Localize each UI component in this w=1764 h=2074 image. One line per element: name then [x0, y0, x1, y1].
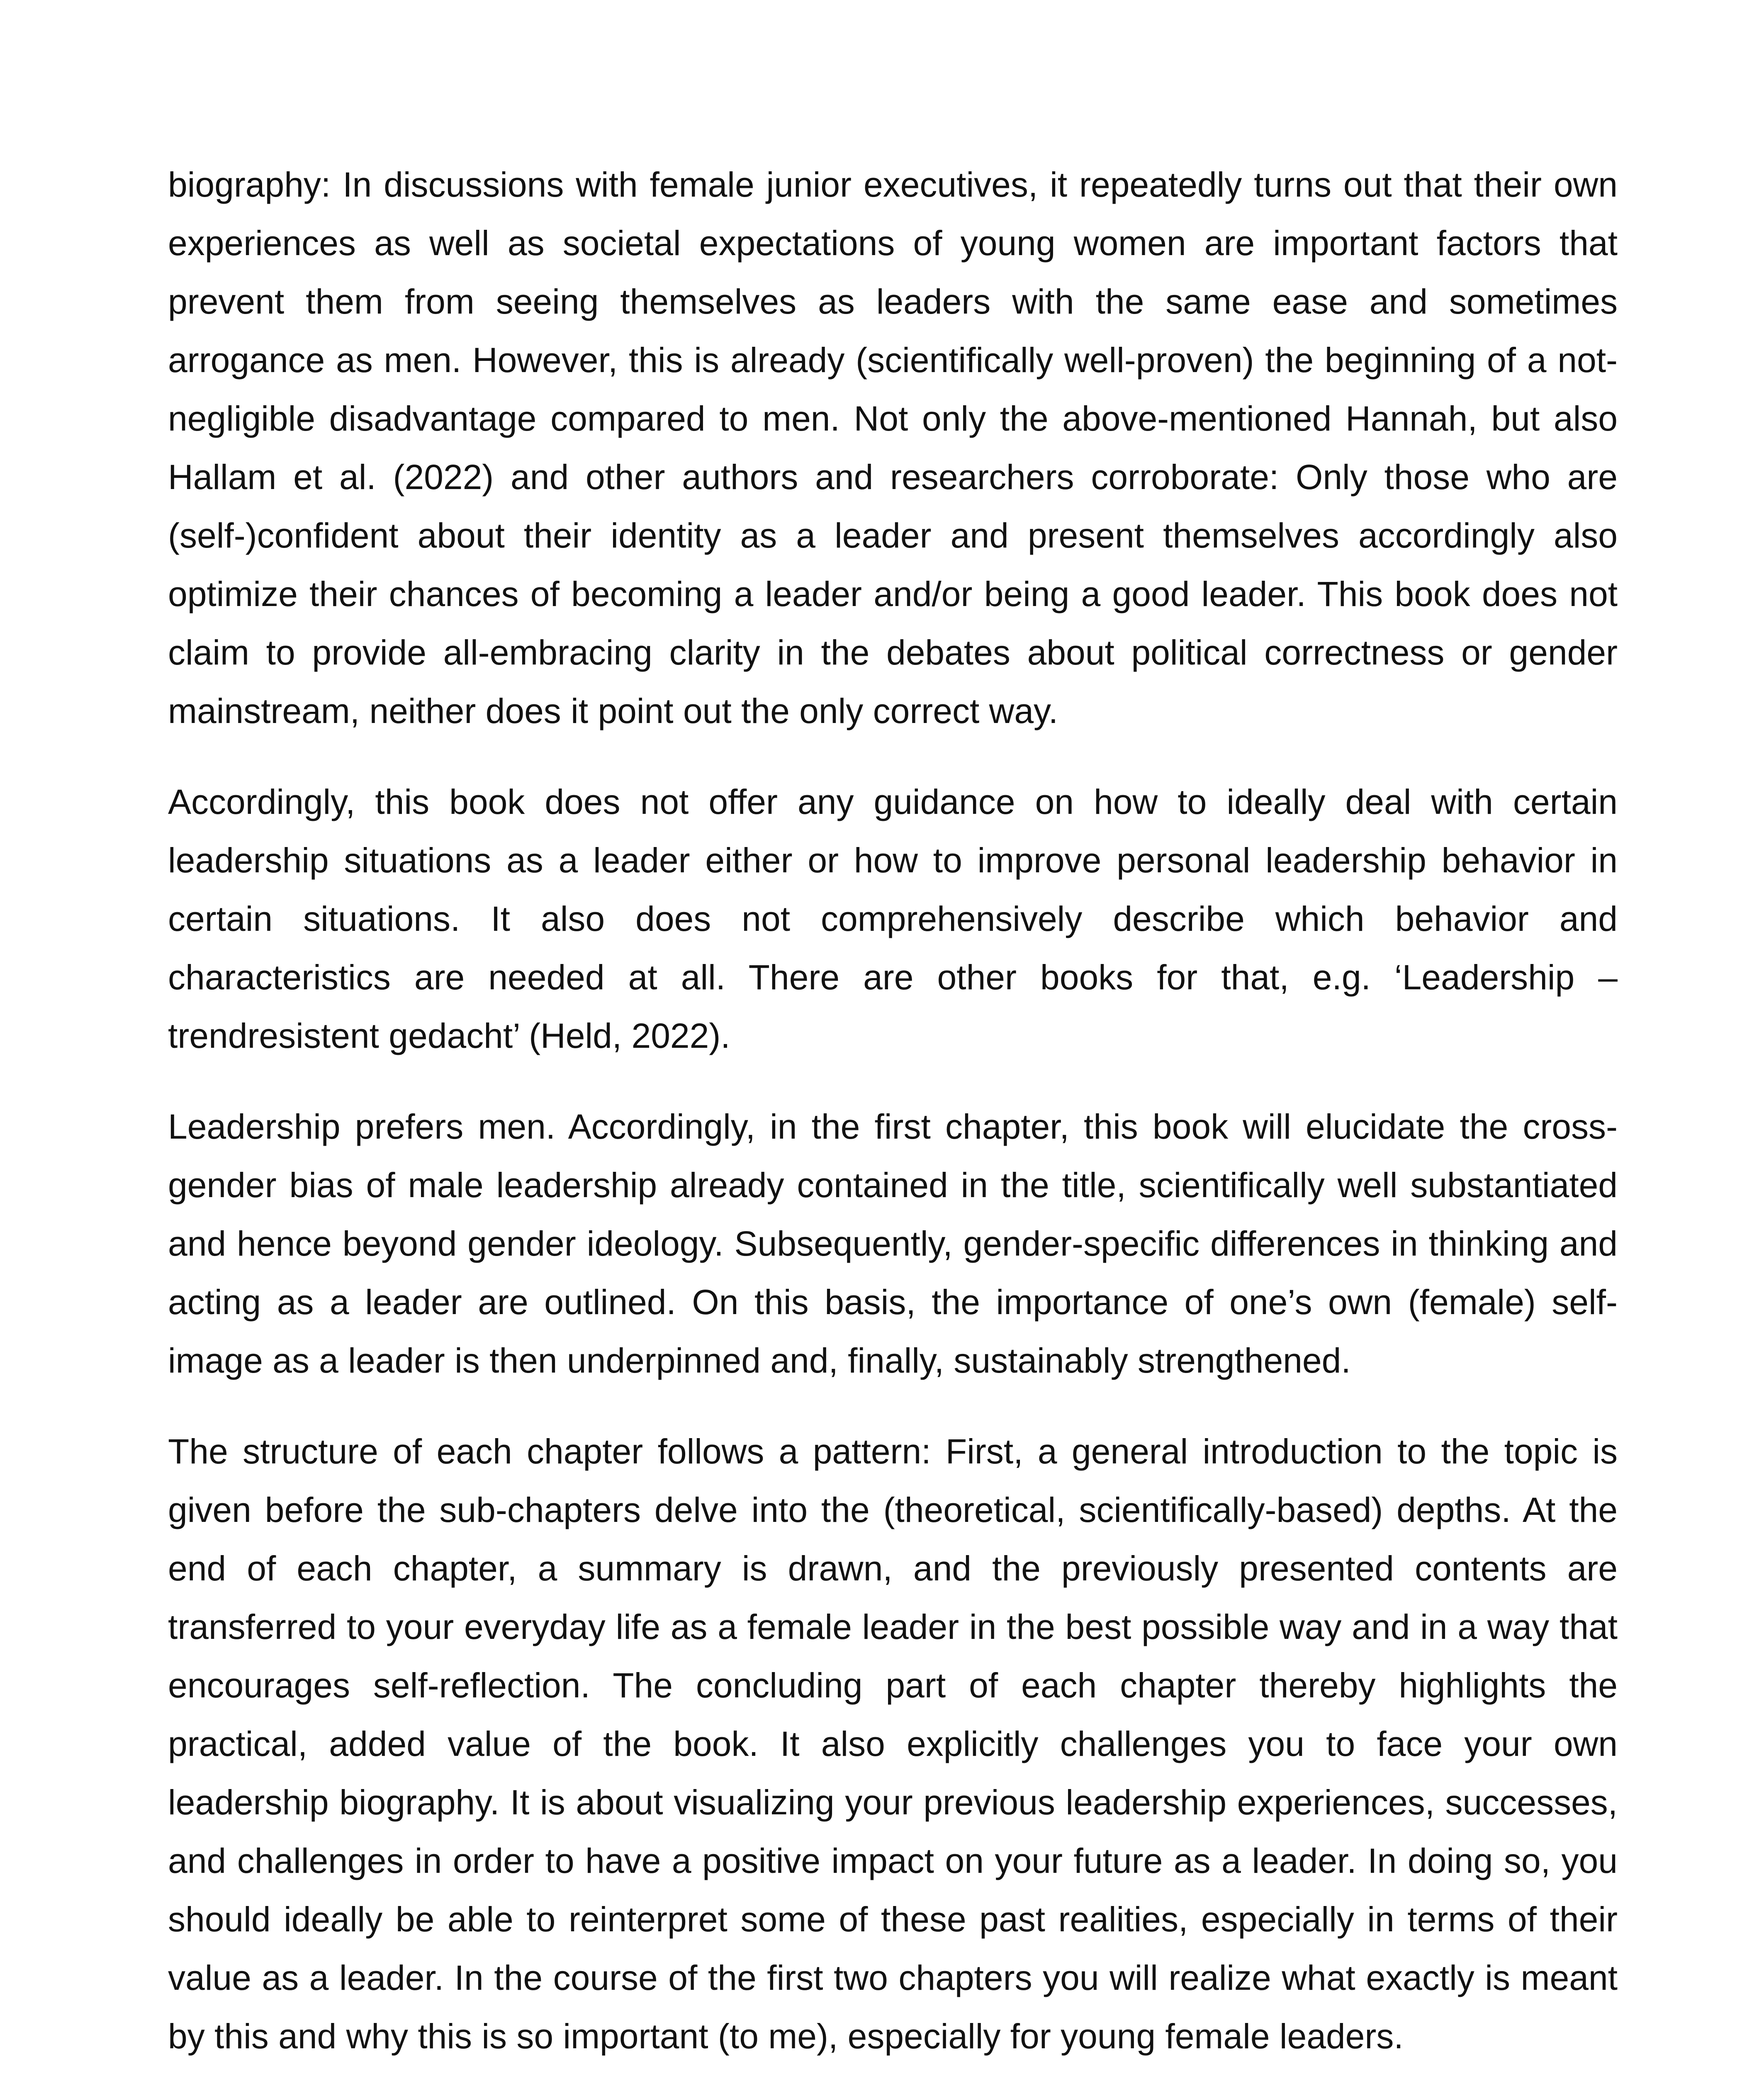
body-text	[168, 156, 1618, 2074]
paragraph-3: Leadership prefers men. Accordingly, in the first chapter, this book will elucidate the cross-gender bias of male leadership already contained in the title, scientifically well substantiated and hence beyond gender ideology. Subsequently, gender-specific differences in thinking and acting as a leader are outlined. On this basis, the importance of one’s own (female) self-image as a leader is then underpinned and, finally, sustainably strengthened.	[168, 1107, 1618, 1380]
paragraph-2: Accordingly, this book does not offer any guidance on how to ideally deal with certain leadership situations as a leader either or how to improve personal leadership behavior in certain situations. It also does not comprehensively describe which behavior and characteristics are needed at all. There are other books for that, e.g. ‘Leadership – trendresistent gedacht’ (Held, 2022).	[168, 782, 1618, 1055]
paragraph-1: biography: In discussions with female junior executives, it repeatedly turns out that their own experiences as well as societal expectations of young women are important factors that prevent them from seeing themselves as leaders with the same ease and sometimes arrogance as men. However, this is already (scientifically well-proven) the beginning of a not-negligible disadvantage compared to men. Not only the above-mentioned Hannah, but also Hallam et al. (2022) and other authors and researchers corroborate: Only those who are (self-)confident about their identity as a leader and present themselves accordingly also optimize their chances of becoming a leader and/or being a good leader. This book does not claim to provide all-embracing clarity in the debates about political correctness or gender mainstream, neither does it point out the only correct way.	[168, 165, 1618, 730]
paragraph-4: The structure of each chapter follows a pattern: First, a general introduction to the topic is given before the sub-chapters delve into the (theoretical, scientifically-based) depths. At the end of each chapter, a summary is drawn, and the previously presented contents are transferred to your everyday life as a female leader in the best possible way and in a way that encourages self-reflection. The concluding part of each chapter thereby highlights the practical, added value of the book. It also explicitly challenges you to face your own leadership biography. It is about visualizing your previous leadership experiences, successes, and challenges in order to have a positive impact on your future as a leader. In doing so, you should ideally be able to reinterpret some of these past realities, especially in terms of their value as a leader. In the course of the first two chapters you will realize what exactly is meant by this and why this is so important (to me), especially for young female leaders.	[168, 1432, 1618, 2056]
